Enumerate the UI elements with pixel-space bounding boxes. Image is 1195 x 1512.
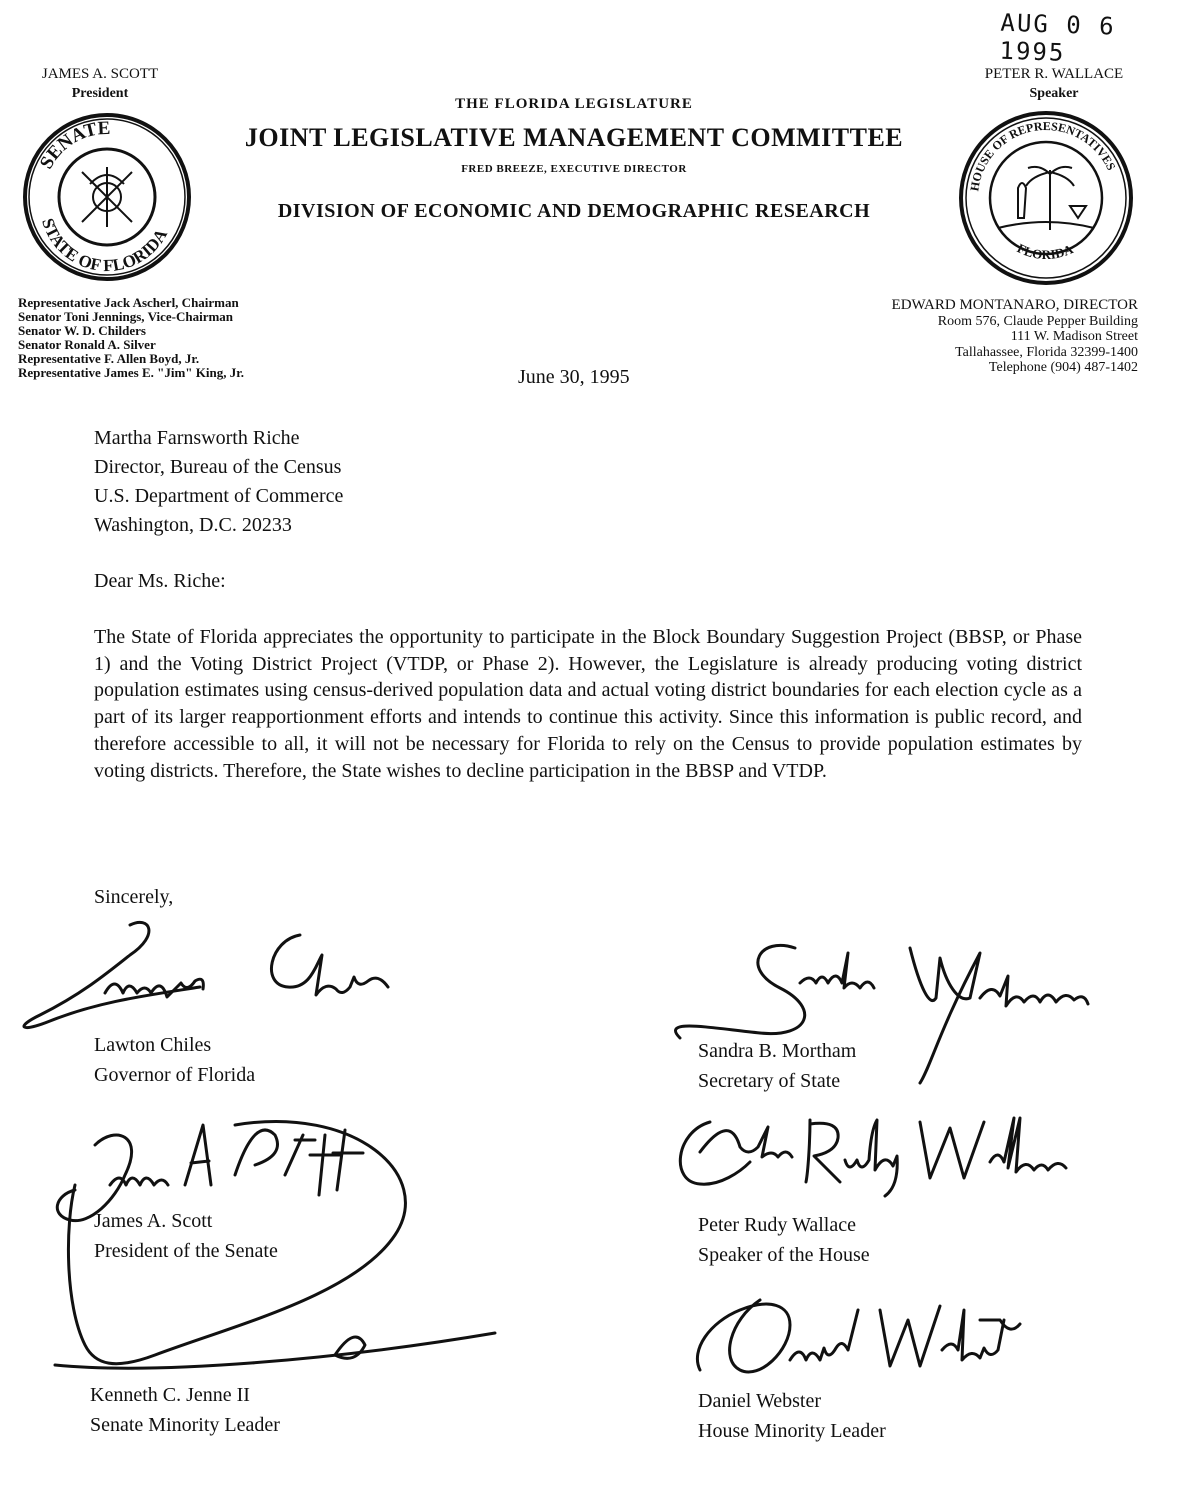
division-heading: DIVISION OF ECONOMIC AND DEMOGRAPHIC RESEARCH: [277, 200, 871, 222]
signatory-title: House Minority Leader: [698, 1420, 886, 1442]
president-name: JAMES A. SCOTT: [41, 66, 159, 82]
signatory-jenne: [90, 1380, 280, 1440]
svg-text:FLORIDA: FLORIDA: [1014, 240, 1076, 263]
legislature-heading: THE FLORIDA LEGISLATURE: [455, 96, 693, 112]
salutation: Dear Ms. Riche:: [94, 570, 226, 592]
letter-body: The State of Florida appreciates the opportunity to participate in the Block Boundary Suggestion Project (BBSP, or Phase 1) and the Voting District Project (VTDP, or Phase 2). However, the Legislature is already producing voting district population estimates using census-derived population data and actual voting district boundaries for each election cycle as a part of its larger reapportionment efforts and intends to continue this activity. Since this information is public record, and therefore accessible to all, it will not be necessary for Florida to rely on the Census to provide population estimates by voting districts. Therefore, the State wishes to decline participation in the BBSP and VTDP.: [94, 626, 1082, 782]
director-street: 111 W. Madison Street: [1010, 329, 1138, 344]
letter-date: June 30, 1995: [518, 366, 630, 388]
recipient-line: Director, Bureau of the Census: [94, 456, 342, 478]
signatory-title: Secretary of State: [698, 1070, 841, 1092]
member-line: Senator W. D. Childers: [18, 323, 146, 338]
member-line: Senator Ronald A. Silver: [18, 337, 156, 352]
speaker-name: PETER R. WALLACE: [984, 66, 1124, 82]
signatory-name: Peter Rudy Wallace: [698, 1214, 856, 1236]
signatory-scott: [94, 1206, 278, 1266]
house-seal: [958, 110, 1134, 286]
svg-text:SENATE: SENATE: [35, 117, 111, 173]
svg-text:HOUSE OF REPRESENTATIVES: HOUSE OF REPRESENTATIVES: [967, 118, 1119, 193]
member-line: Representative F. Allen Boyd, Jr.: [18, 351, 200, 366]
signatory-name: Sandra B. Mortham: [698, 1040, 857, 1062]
received-date-stamp: AUG 0 6 1995: [999, 8, 1117, 67]
signatory-title: Senate Minority Leader: [90, 1414, 280, 1436]
signatory-name: Daniel Webster: [698, 1390, 821, 1412]
director-room: Room 576, Claude Pepper Building: [937, 313, 1138, 329]
webster-signature: [680, 1290, 1060, 1400]
signatory-chiles: [94, 1030, 255, 1090]
signatory-title: Speaker of the House: [698, 1244, 870, 1266]
member-line: Senator Toni Jennings, Vice-Chairman: [18, 309, 234, 324]
president-block: [20, 64, 180, 104]
committee-heading: JOINT LEGISLATIVE MANAGEMENT COMMITTEE: [244, 123, 904, 152]
president-title: President: [71, 86, 129, 101]
senate-seal-icon: [22, 112, 192, 282]
member-line: Representative Jack Ascherl, Chairman: [18, 295, 239, 310]
signatory-name: Kenneth C. Jenne II: [90, 1384, 250, 1406]
recipient-line: U.S. Department of Commerce: [94, 485, 344, 507]
house-seal-icon: [958, 110, 1134, 286]
director-city: Tallahassee, Florida 32399-1400: [955, 344, 1138, 360]
executive-director: FRED BREEZE, EXECUTIVE DIRECTOR: [461, 163, 687, 175]
wallace-signature: [660, 1102, 1130, 1212]
director-address: [800, 298, 1138, 376]
speaker-title: Speaker: [1029, 86, 1079, 101]
senate-seal: [22, 112, 192, 282]
signatory-wallace: [698, 1210, 870, 1270]
signatory-title: President of the Senate: [94, 1240, 278, 1262]
closing: Sincerely,: [94, 886, 174, 908]
recipient-line: Washington, D.C. 20233: [94, 514, 292, 536]
speaker-block: [944, 64, 1164, 104]
recipient-address: [94, 424, 343, 540]
director-phone: Telephone (904) 487-1402: [988, 360, 1138, 375]
svg-text:STATE OF FLORIDA: STATE OF FLORIDA: [38, 215, 171, 276]
signatory-name: James A. Scott: [94, 1210, 213, 1232]
signatory-title: Governor of Florida: [94, 1064, 256, 1086]
recipient-line: Martha Farnsworth Riche: [94, 427, 300, 449]
signatory-mortham: [698, 1036, 856, 1096]
signatory-webster: [698, 1386, 886, 1446]
chiles-signature: [10, 915, 410, 1035]
member-line: Representative James E. "Jim" King, Jr.: [18, 365, 245, 380]
committee-members: [18, 296, 244, 380]
signatory-name: Lawton Chiles: [94, 1034, 212, 1056]
director-name: EDWARD MONTANARO, DIRECTOR: [891, 297, 1138, 313]
